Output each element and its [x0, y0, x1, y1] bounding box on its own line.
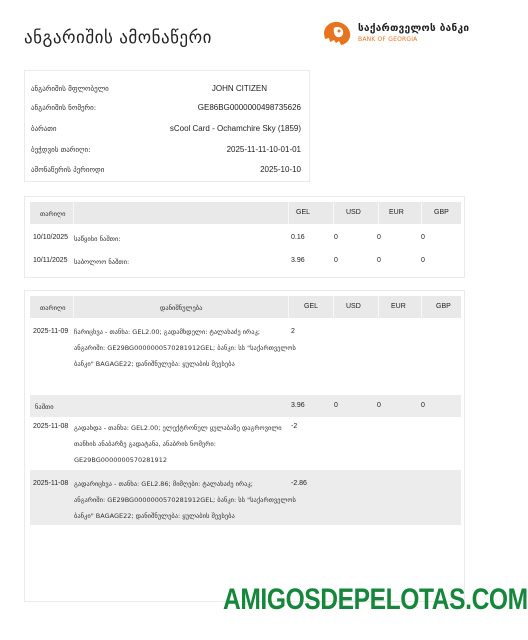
account-number-value: GE86BG0000000498735626 [197, 103, 301, 112]
balance-usd: 0 [334, 257, 338, 264]
balance-gbp: 0 [421, 234, 425, 241]
bank-logo [322, 20, 469, 46]
card-label: ბარათი [31, 125, 57, 133]
card-row [25, 119, 309, 139]
tx-desc-line: თანხის ანაბარზე გადატანა, ანაბრის ნომერი: [74, 440, 216, 448]
tx-desc-line: GE29BG0000000570281912 [74, 456, 167, 464]
lion-logo-icon [322, 20, 352, 46]
balance-gel: 3.96 [291, 257, 305, 264]
transactions-card [24, 290, 465, 602]
account-info-card [24, 70, 310, 182]
account-number-row [25, 98, 309, 118]
balances-header-gbp: GBP [434, 209, 449, 216]
tx-balance-usd: 0 [334, 402, 338, 409]
tx-desc-line: ბანკი" BAGAGE22; დანიშნულება: ყულაბის შევსება [74, 512, 235, 520]
tx-header-purpose: დანიშნულება [160, 304, 203, 312]
statement-period-row [25, 160, 309, 180]
page-title: ანგარიშის ამონაწერი [24, 28, 212, 48]
tx-balance-gel: 3.96 [291, 402, 305, 409]
transactions-header [30, 296, 461, 318]
balances-header-eur: EUR [389, 209, 404, 216]
print-date-row [25, 140, 309, 160]
account-holder-label: ანგარიშის მფლობელი [31, 85, 109, 93]
balance-gbp: 0 [421, 257, 425, 264]
tx-header-date: თარიღი [40, 304, 66, 312]
tx-desc-line: ბანკი" BAGAGE22; დანიშნულება: ყულაბის შევსება [74, 360, 235, 368]
tx-desc-line: გადარიცხვა - თანხა: GEL2.86; მიმღები: ტალახაძე ირაკ; [74, 480, 253, 488]
tx-gel: 2 [291, 328, 295, 335]
bank-name-geo: საქართველოს ბანკი [358, 23, 470, 34]
tx-balance-row [30, 395, 461, 417]
tx-desc-line: ანგარიში: GE29BG0000000570281912GEL; ბანკი: სს "საქართველოს [74, 496, 296, 504]
tx-desc-line: ანგარიში: GE29BG0000000570281912GEL; ბანკი: სს "საქართველოს [74, 344, 296, 352]
card-value: sCool Card - Ochamchire Sky (1859) [169, 124, 301, 133]
print-date-label: ბეჭდვის თარიღი: [31, 146, 91, 154]
tx-date: 2025-11-09 [33, 328, 69, 335]
tx-header-eur: EUR [391, 303, 406, 310]
balances-header-date: თარიღი [40, 210, 66, 218]
tx-header-gbp: GBP [436, 303, 451, 310]
balances-header-gel: GEL [296, 209, 311, 216]
balance-desc: საწყისი ნაშთი: [74, 235, 121, 243]
balances-header-usd: USD [346, 209, 361, 216]
balance-desc: საბოლოო ნაშთი: [74, 258, 130, 266]
balance-eur: 0 [377, 234, 381, 241]
balance-eur: 0 [377, 257, 381, 264]
account-holder-row [25, 79, 309, 99]
tx-header-gel: GEL [304, 303, 319, 310]
balances-card [24, 196, 465, 278]
balance-gel: 0.16 [291, 234, 305, 241]
tx-date: 2025-11-08 [33, 423, 69, 430]
watermark: AMIGOSDEPELOTAS.COM [223, 583, 528, 616]
print-date-value: 2025-11-11-10-01-01 [226, 145, 301, 154]
tx-desc-line: გადახდა - თანხა: GEL2.00; ელექტრონულ ყულაბაზე დაგროვილი [74, 424, 282, 432]
statement-period-value: 2025-10-10 [260, 165, 301, 174]
balances-header [30, 202, 461, 224]
tx-balance-eur: 0 [377, 402, 381, 409]
statement-period-label: ამონაწერის პერიოდი [31, 166, 105, 174]
tx-desc-line: ჩარიცხვა - თანხა: GEL2.00; გადამხდელი: ტალახაძე ირაკ; [74, 328, 261, 336]
tx-header-usd: USD [346, 303, 361, 310]
bank-name-eng: BANK OF GEORGIA [358, 36, 418, 43]
balance-date: 10/11/2025 [33, 257, 68, 264]
balance-date: 10/10/2025 [33, 234, 69, 241]
table-row [30, 470, 461, 525]
balance-usd: 0 [334, 234, 338, 241]
tx-gel: -2.86 [291, 480, 307, 487]
tx-balance-gbp: 0 [421, 402, 425, 409]
account-number-label: ანგარიშის ნომერი: [31, 104, 97, 112]
tx-balance-label: ნაშთი [35, 403, 54, 411]
account-holder-value: JOHN CITIZEN [211, 84, 267, 93]
tx-gel: -2 [291, 423, 298, 430]
tx-date: 2025-11-08 [33, 480, 69, 487]
